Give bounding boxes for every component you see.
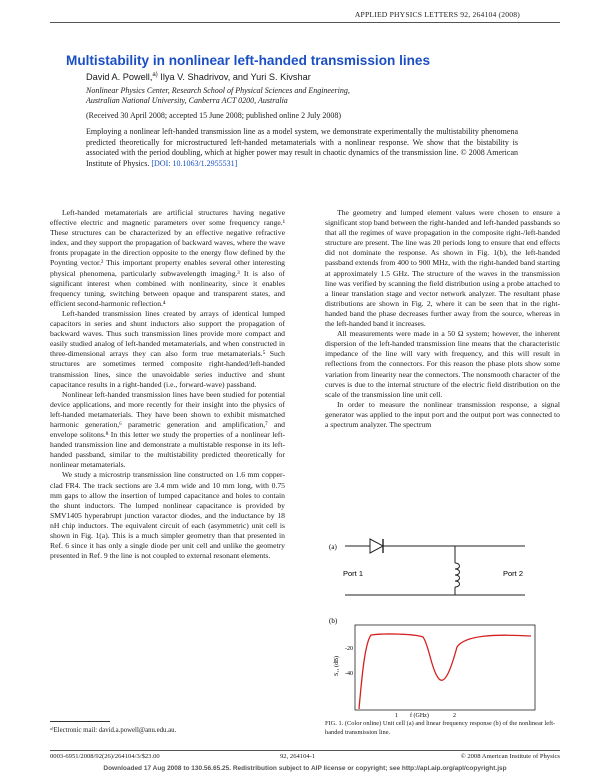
paragraph: In order to measure the nonlinear transmission response, a signal generator was applied to the input port and the output port was connected to a spectrum analyzer. The spectrum bbox=[325, 399, 560, 429]
port-2-label: Port 2 bbox=[503, 569, 524, 578]
footnote-email: ᵃ⁾Electronic mail: david.a.powell@anu.edu.au. bbox=[50, 727, 177, 734]
received-dates: (Received 30 April 2008; accepted 15 June 2008; published online 2 July 2008) bbox=[86, 111, 342, 120]
abstract-text: Employing a nonlinear left-handed transmission line as a model system, we demonstrate experimentally the multistability phenomena predicted theoretically for microstructured left-handed metamaterials with a nonlinear response. We show that the bistability is associated with the period doubling, which at higher power may result in chaotic dynamics of the transmission line. © 2008 American Institute of Physics. bbox=[86, 127, 518, 168]
author-first: David A. Powell, bbox=[86, 72, 153, 83]
paragraph: The geometry and lumped element values were chosen to ensure a significant stop band between the right-handed and left-handed passbands so that all the regimes of wave propagation in the composite right-/left-handed structure are present. The line was 20 periods long to ensure that end effects did not dominate the response. As shown in Fig. 1(b), the left-handed passband extends from 400 to 900 MHz, with the right-handed band starting at approximately 1.5 GHz. The structure of the waves in the transmission line was verified by scanning the field distribution using a probe attached to a linear translation stage and vector network analyzer. The resultant phase distributions are shown in Fig. 2, where it can be seen that in the right-handed band the phase decreases further away from the source, whereas in the left-handed band it increases. bbox=[325, 208, 560, 329]
body-column-left bbox=[50, 208, 285, 561]
doi-link[interactable]: [DOI: 10.1063/1.2955531] bbox=[151, 158, 238, 168]
plot-frame bbox=[355, 625, 535, 710]
footer-rule bbox=[50, 750, 560, 751]
s21-response-curve bbox=[359, 634, 531, 709]
affiliation-line-1: Nonlinear Physics Center, Research School of Physical Sciences and Engineering, bbox=[86, 86, 350, 95]
paragraph: We study a microstrip transmission line constructed on 1.6 mm copper-clad FR4. The track sections are 3.4 mm wide and 10 mm long, with 0.75 mm gaps to allow the insertion of lumped capacitance and holes to contain the shunt inductors. The lumped nonlinear capacitance is provided by SMV1405 hyperabrupt junction varactor diodes, and the inductance by 18 nH chip inductors. The equivalent circuit of each (asymmetric) unit cell is shown in Fig. 1(a). This is a much simpler geometry than that presented in Ref. 6 since it has only a single diode per unit cell and unlike the geometry presented in Ref. 9 the line is not coupled to external resonant elements. bbox=[50, 470, 285, 561]
paragraph: Left-handed transmission lines created by arrays of identical lumped capacitors in series and shunt inductors also support the propagation of backward waves. Thus such transmission lines provide more compact and easily studied analog of left-handed metamaterials, and when constructed in three-dimensional arrays they can also form true metamaterials.⁵ Such structures are sometimes termed composite right-handed/left-handed transmission lines, since the unavoidable series inductive and shunt capacitance results in a right-handed (i.e., forward-wave) passband. bbox=[50, 308, 285, 389]
footnote-rule bbox=[50, 721, 110, 722]
paragraph: All measurements were made in a 50 Ω system; however, the inherent dispersion of the left-handed transmission line means that the characteristic impedance of the line will vary with frequency, and this will result in reflections from the connectors. For this reason the phase plots show some variation from linearity near the connectors. The nonsmooth character of the curves is due to the internal structure of the electric field distribution on the scale of the transmission line unit cell. bbox=[325, 329, 560, 399]
paragraph: Left-handed metamaterials are artificial structures having negative effective electric and magnetic parameters over some frequency range.¹ These structures can be characterized by an effective negative refractive index, and they support the propagation of backward waves, where the wave fronts propagate in the direction opposite to the energy flow defined by the Poynting vector.² This important property enables several other interesting physical phenomena, particularly subwavelength imaging.³ It is also of significant interest when combined with nonlinearity, since it enables frequency tuning, switching between opaque and transparent states, and efficient second-harmonic reflection.⁴ bbox=[50, 208, 285, 308]
paragraph: Nonlinear left-handed transmission lines have been studied for potential device applications, and more recently for their insight into the physics of left-handed metamaterials. They have been shown to exhibit mismatched harmonic generation,⁶ parametric generation and amplification,⁷ and envelope solitons.⁸ In this letter we study the properties of a nonlinear left-handed transmission line and demonstrate a multistable response in its left-handed passband, similar to the multistability predicted theoretically for nonlinear metamaterials. bbox=[50, 389, 285, 470]
figure-caption: FIG. 1. (Color online) Unit cell (a) and linear frequency response (b) of the nonlinear left-handed transmission line. bbox=[325, 720, 556, 736]
download-notice: Downloaded 17 Aug 2008 to 130.56.65.25. Redistribution subject to AIP license or copyright; see http://apl.aip.org/apl/copyright.jsp bbox=[103, 765, 507, 772]
affiliation-line-2: Australian National University, Canberra ACT 0200, Australia bbox=[86, 96, 288, 105]
figure-1-graphic bbox=[325, 535, 560, 720]
authors-rest: Ilya V. Shadrivov, and Yuri S. Kivshar bbox=[157, 72, 311, 83]
footer-issn: 0003-6951/2008/92(26)/264104/3/$23.00 bbox=[50, 753, 160, 760]
panel-b-label: (b) bbox=[329, 617, 338, 625]
x-tick-label: 1 bbox=[395, 713, 398, 719]
panel-a-label: (a) bbox=[329, 543, 337, 551]
y-tick-label: -40 bbox=[345, 671, 353, 677]
diode-icon bbox=[370, 539, 383, 553]
port-1-label: Port 1 bbox=[343, 569, 364, 578]
inductor-icon bbox=[455, 563, 460, 587]
y-tick-label: -20 bbox=[345, 646, 353, 652]
authors bbox=[86, 72, 311, 82]
abstract bbox=[86, 127, 518, 169]
header-rule bbox=[50, 22, 560, 23]
x-tick-label: 2 bbox=[453, 713, 456, 719]
footer-page: 92, 264104-1 bbox=[280, 753, 316, 760]
y-axis-label: S₂₁ (dB) bbox=[334, 655, 340, 676]
article-title: Multistability in nonlinear left-handed transmission lines bbox=[66, 53, 431, 68]
footer-copyright: © 2008 American Institute of Physics bbox=[460, 753, 560, 760]
running-head: APPLIED PHYSICS LETTERS 92, 264104 (2008) bbox=[354, 10, 520, 19]
author-note-marker: a) bbox=[152, 72, 158, 78]
x-axis-label: f (GHz) bbox=[410, 713, 429, 719]
body-column-right bbox=[325, 208, 560, 430]
figure-1 bbox=[325, 535, 560, 735]
affiliation bbox=[86, 86, 350, 106]
